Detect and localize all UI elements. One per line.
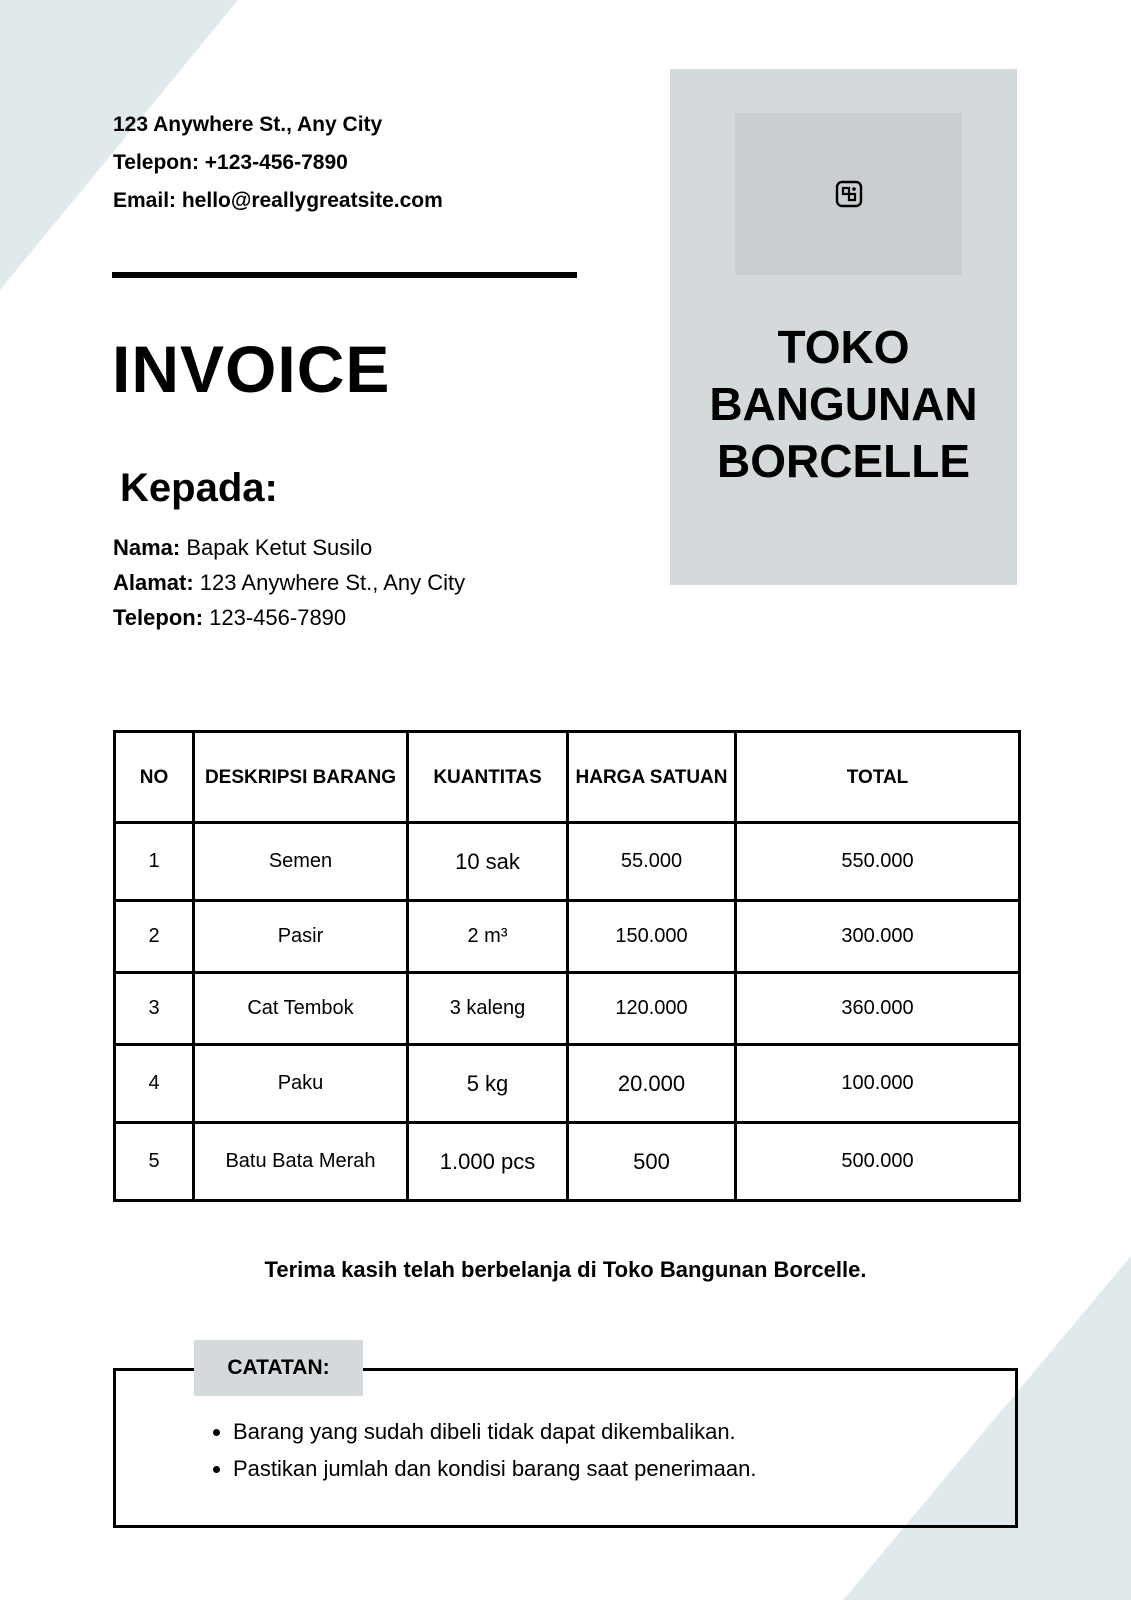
col-header-unit-price: HARGA SATUAN [568, 732, 736, 823]
notes-list [233, 1417, 756, 1491]
recipient-name-line [113, 533, 465, 568]
notes-label: CATATAN: [194, 1340, 363, 1396]
cell-no: 1 [115, 823, 194, 901]
company-address: 123 Anywhere St., Any City [113, 113, 383, 136]
cell-no: 4 [115, 1045, 194, 1123]
store-name: TOKO BANGUNAN BORCELLE [709, 321, 978, 487]
cell-quantity: 1.000 pcs [408, 1123, 568, 1201]
cell-total: 360.000 [736, 973, 1020, 1045]
recipient-phone: 123-456-7890 [203, 605, 347, 630]
cell-total: 300.000 [736, 901, 1020, 973]
recipient-address: 123 Anywhere St., Any City [193, 570, 466, 595]
recipient-details [113, 533, 465, 638]
cell-quantity: 3 kaleng [408, 973, 568, 1045]
cell-quantity: 10 sak [408, 823, 568, 901]
cell-description: Batu Bata Merah [194, 1123, 408, 1201]
company-email: Email: hello@reallygreatsite.com [113, 189, 443, 212]
recipient-heading: Kepada: [120, 466, 278, 510]
cell-unit-price: 55.000 [568, 823, 736, 901]
items-table [113, 730, 1021, 1202]
table-header-row [115, 732, 1020, 823]
col-header-description: DESKRIPSI BARANG [194, 732, 408, 823]
cell-no: 5 [115, 1123, 194, 1201]
thank-you-message: Terima kasih telah berbelanja di Toko Bangunan Borcelle. [264, 1257, 867, 1282]
note-item: • Barang yang sudah dibeli tidak dapat dikembalikan. [233, 1417, 756, 1454]
cell-description: Pasir [194, 901, 408, 973]
table-row [115, 823, 1020, 901]
cell-unit-price: 120.000 [568, 973, 736, 1045]
cell-description: Paku [194, 1045, 408, 1123]
cell-total: 550.000 [736, 823, 1020, 901]
divider [112, 272, 577, 278]
table-row [115, 1045, 1020, 1123]
cell-unit-price: 20.000 [568, 1045, 736, 1123]
cell-unit-price: 500 [568, 1123, 736, 1201]
cell-unit-price: 150.000 [568, 901, 736, 973]
table-row [115, 1123, 1020, 1201]
table-row [115, 973, 1020, 1045]
col-header-total: TOTAL [736, 732, 1020, 823]
cell-no: 3 [115, 973, 194, 1045]
recipient-phone-line [113, 603, 465, 638]
cell-total: 100.000 [736, 1045, 1020, 1123]
recipient-address-line [113, 568, 465, 603]
note-item: • Pastikan jumlah dan kondisi barang saat penerimaan. [233, 1454, 756, 1491]
cell-description: Cat Tembok [194, 973, 408, 1045]
brand-panel [670, 69, 1017, 585]
recipient-name: Bapak Ketut Susilo [180, 535, 373, 560]
table-row [115, 901, 1020, 973]
invoice-title: INVOICE [112, 332, 391, 406]
cell-quantity: 2 m³ [408, 901, 568, 973]
cell-description: Semen [194, 823, 408, 901]
recipient-name-label: Nama: [113, 535, 181, 560]
company-phone: Telepon: +123-456-7890 [113, 151, 348, 174]
contact-info [113, 110, 443, 224]
recipient-address-label: Alamat: [113, 570, 194, 595]
col-header-quantity: KUANTITAS [408, 732, 568, 823]
cell-total: 500.000 [736, 1123, 1020, 1201]
logo-placeholder [735, 113, 962, 275]
col-header-no: NO [115, 732, 194, 823]
recipient-phone-label: Telepon: [113, 605, 204, 630]
cell-no: 2 [115, 901, 194, 973]
image-placeholder-icon [834, 179, 864, 209]
cell-quantity: 5 kg [408, 1045, 568, 1123]
